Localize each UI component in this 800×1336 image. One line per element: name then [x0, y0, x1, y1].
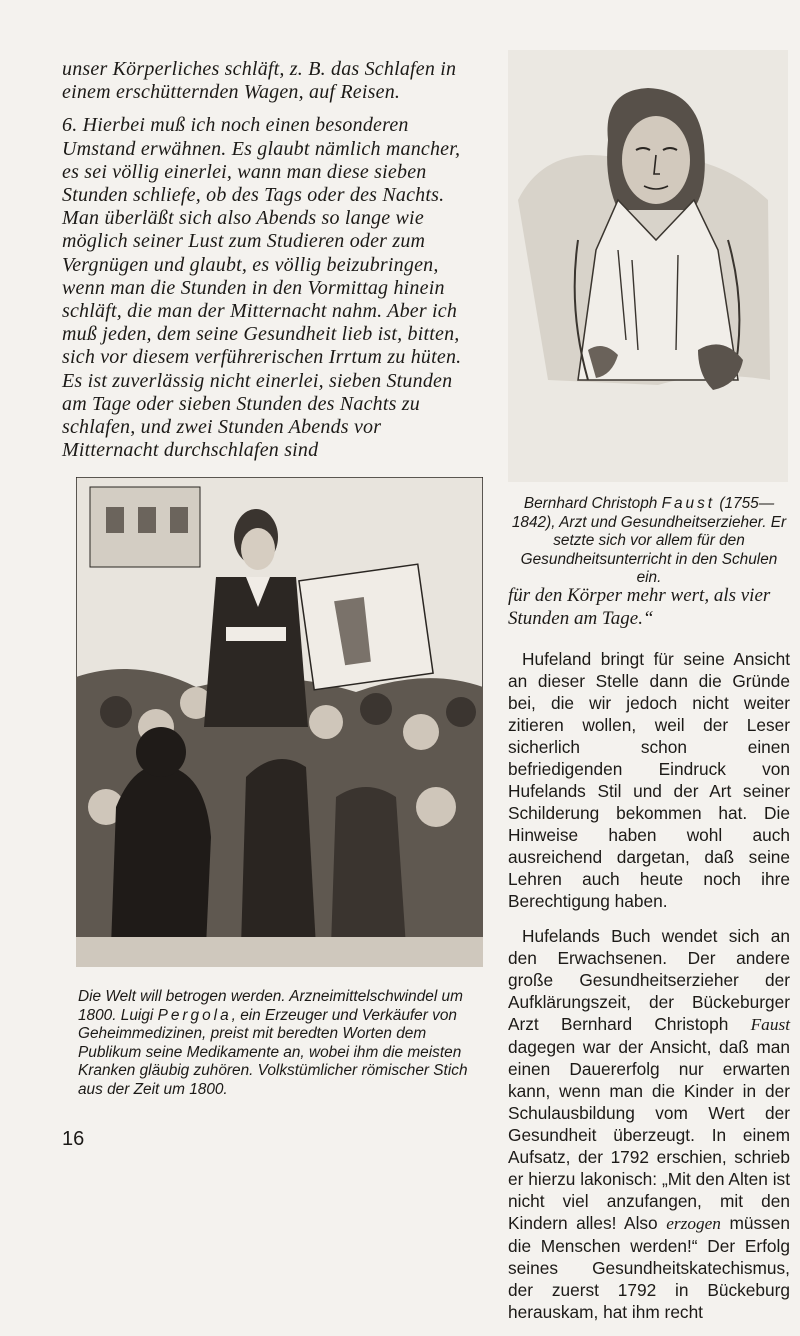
spaced-name: Pergola	[157, 1006, 232, 1024]
body-paragraph: Hufelands Buch wendet sich an den Erwachsenen. Der andere große Gesundheitserzieher der Aufklärungszeit, der Bückeburger Arzt Bernhard Christoph Faust dagegen war der Ansicht, daß man einen Dauererfolg nur erwarten kann, wenn man die Kinder in der Schulausbildung vom Wert der Gesundheit überzeugt. In einem Aufsatz, der 1792 erschien, schrieb er hierzu lakonisch: „Mit den Alten ist nicht viel anzufangen, mit den Kindern alles! Also erzogen müssen die Menschen werden!“ Der Erfolg seines Gesundheitskatechismus, der zuerst 1792 in Bückeburg herauskam, hat ihm recht	[508, 926, 790, 1322]
portrait-caption: Bernhard Christoph Faust (1755—1842), Arzt und Gesundheitserzieher. Er setzte sich vor allem für den Gesundheitsunterricht in den Schulen ein.	[511, 495, 787, 586]
quote-continuation: für den Körper mehr wert, als vier Stunden am Tage.“	[508, 585, 771, 629]
page-number: 16	[62, 1128, 85, 1150]
spaced-name: Faust	[661, 495, 716, 512]
emphasis-erzogen: erzogen	[666, 1214, 721, 1233]
quote-paragraph: unser Körperliches schläft, z. B. das Schlafen in einem erschütternden Wagen, auf Reisen.	[62, 58, 457, 104]
engraving-caption: Die Welt will betrogen werden. Arzneimittelschwindel um 1800. Luigi Pergola, ein Erzeuger und Verkäufer von Geheimmedizinen, preist mit beredten Worten dem Publikum seine Medikamente an, wobei ihm die meisten Kranken gläubig zuhören. Volkstümlicher römischer Stich aus der Zeit um 1800.	[78, 988, 468, 1098]
quoted-text-block	[62, 58, 482, 472]
portrait-illustration	[508, 50, 788, 482]
engraving-sketch	[76, 477, 483, 967]
quote-paragraph: 6. Hierbei muß ich noch einen besonderen Umstand erwähnen. Es glaubt nämlich mancher, es sei völlig einerlei, wann man diese sieben Stunden schliefe, ob des Tags oder des Nachts. Man überläßt sich also Abends so lange wie möglich seiner Lust zum Studieren oder zum Vergnügen und glaubt, es völlig beizubringen, wenn man die Stunden in den Vormittag hinein schläft, die man der Mitternacht nahm. Aber ich muß jeden, dem seine Gesundheit lieb ist, bitten, sich vor diesem verführerischen Irrtum zu hüten. Es ist zuverlässig nicht einerlei, sieben Stunden am Tage oder sieben Stunden des Nachts zu schlafen, und zwei Stunden Abends vor Mitternacht durchschlafen sind	[62, 114, 462, 462]
body-paragraph: Hufeland bringt für seine Ansicht an dieser Stelle dann die Gründe bei, die wir jedoch nicht weiter zitieren wollen, weil der Leser sicherlich schon einen befriedigenden Eindruck von Hufelands Stil und der Art seiner Schilderung bekommen hat. Die Hinweise haben wohl auch ausreichend dargetan, daß seine Lehren auch heute noch ihre Berechtigung haben.	[508, 649, 790, 911]
engraving-illustration	[76, 477, 483, 967]
portrait-sketch	[508, 50, 788, 482]
emphasis-faust: Faust	[750, 1015, 790, 1034]
body-text	[508, 648, 790, 1336]
